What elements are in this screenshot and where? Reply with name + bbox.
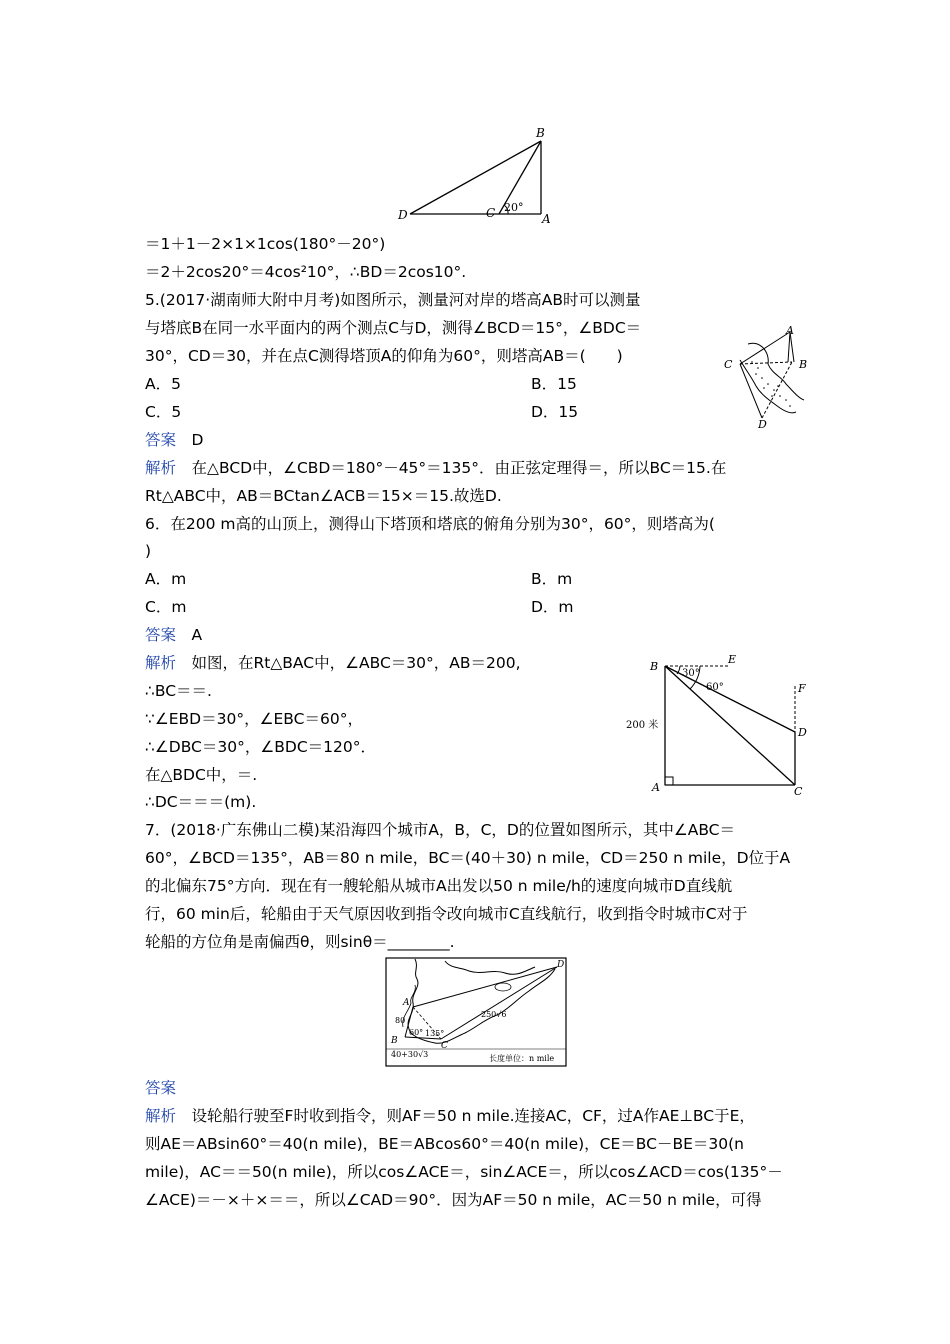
q6-answer [145, 624, 202, 646]
q5-answer [145, 429, 203, 451]
q7-fig-bc: 40+30√3 [391, 1050, 429, 1059]
q5-fig-D: D [758, 418, 767, 430]
q5-fig-B: B [799, 358, 808, 371]
solution-text: 设轮船行驶至F时收到指令，则AF＝50 n mile.连接AC，CF，过A作AE⊥BC于E， [191, 1107, 755, 1125]
q7-line-4: 行，60 min后，轮船由于天气原因收到指令改向城市C直线航行，收到指令时城市C对于 [145, 905, 748, 923]
q7-fig-cd: 250√6 [481, 1010, 507, 1019]
q5-solution-1 [145, 457, 726, 479]
q5-line-2: 与塔底B在同一水平面内的两个测点C与D，测得∠BCD＝15°，∠BDC＝ [145, 319, 642, 337]
label-B: B [536, 126, 545, 140]
solution-text: 如图，在Rt△BAC中，∠ABC＝30°，AB＝200, [191, 654, 521, 672]
triangle-figure-top [395, 124, 560, 228]
q6-solution-5: 在△BDC中，＝. [145, 766, 258, 784]
q6-fig-60: 60° [706, 682, 724, 693]
coastal-map-figure [385, 957, 567, 1067]
q6-fig-F: F [798, 682, 806, 695]
q7-fig-60: 60° [409, 1028, 424, 1037]
q6-option-d: D．m [531, 598, 574, 616]
solution-label: 解析 [145, 654, 177, 672]
q6-fig-C: C [794, 785, 803, 798]
q6-option-b: B．m [531, 570, 573, 588]
q7-line-1: 7．(2018·广东佛山二模)某沿海四个城市A，B，C，D的位置如图所示，其中∠ABC＝ [145, 821, 736, 839]
q7-fig-A: A [403, 998, 410, 1008]
q7-line-2: 60°，∠BCD＝135°，AB＝80 n mile，BC＝(40＋30) n mile，CD＝250 n mile，D位于A [145, 849, 791, 867]
q6-fig-30: 30° [682, 668, 700, 679]
q5-option-b: B．15 [531, 375, 577, 393]
q7-solution-1 [145, 1105, 755, 1127]
q6-fig-E: E [728, 653, 737, 666]
calc-line-2: ＝2＋2cos20°＝4cos²10°，∴BD＝2cos10°. [145, 263, 467, 281]
q6-solution-2: ∴BC＝＝. [145, 682, 212, 700]
q7-fig-D: D [557, 960, 565, 970]
q6-fig-D: D [798, 726, 807, 739]
q7-line-5: 轮船的方位角是南偏西θ，则sinθ＝________. [145, 933, 455, 951]
answer-label: 答案 [145, 1079, 177, 1097]
answer-label: 答案 [145, 431, 177, 449]
q7-line-3: 的北偏东75°方向．现在有一艘轮船从城市A出发以50 n mile/h的速度向城市D直线航 [145, 877, 733, 895]
answer-label: 答案 [145, 626, 177, 644]
q6-solution-6: ∴DC＝＝＝(m). [145, 793, 257, 811]
solution-label: 解析 [145, 1107, 177, 1125]
answer-value: A [191, 626, 203, 644]
q7-solution-2: 则AE＝ABsin60°＝40(n mile)，BE＝ABcos60°＝40(n mile)，CE＝BC－BE＝30(n [145, 1135, 744, 1153]
q5-option-d: D．15 [531, 403, 579, 421]
q7-fig-C: C [441, 1041, 448, 1051]
q6-solution-4: ∴∠DBC＝30°，∠BDC＝120°． [145, 738, 376, 756]
q6-line-2: ) [145, 542, 152, 560]
q5-option-c: C．5 [145, 403, 182, 421]
q5-solution-2: Rt△ABC中，AB＝BCtan∠ACB＝15×＝15.故选D. [145, 487, 502, 505]
q6-fig-height: 200 米 [626, 720, 659, 731]
q7-solution-3: mile)，AC＝＝50(n mile)，所以cos∠ACE＝，sin∠ACE＝，所以cos∠ACD＝cos(135°－ [145, 1163, 783, 1181]
q6-fig-A: A [652, 781, 660, 794]
calc-line-1: ＝1＋1－2×1×1cos(180°－20°) [145, 235, 386, 253]
tower-river-figure [720, 322, 815, 430]
q5-fig-A: A [786, 324, 794, 337]
q5-option-a: A．5 [145, 375, 181, 393]
label-D: D [398, 208, 408, 222]
mountain-tower-figure [620, 650, 820, 798]
q7-fig-ab: 80 [395, 1016, 406, 1025]
q5-fig-C: C [724, 358, 733, 371]
q7-fig-135: 135° [425, 1029, 445, 1038]
q5-line-3: 30°，CD＝30，并在点C测得塔顶A的仰角为60°，则塔高AB＝( ) [145, 347, 623, 365]
angle-label: 20° [504, 201, 524, 214]
solution-label: 解析 [145, 459, 177, 477]
q6-solution-3: ∵∠EBD＝30°，∠EBC＝60°， [145, 710, 363, 728]
q7-solution-4: ∠ACE)＝－×＋×＝＝，所以∠CAD＝90°．因为AF＝50 n mile，AC＝50 n mile，可得 [145, 1191, 762, 1209]
solution-text: 在△BCD中，∠CBD＝180°－45°＝135°．由正弦定理得＝，所以BC＝15.在 [191, 459, 727, 477]
q6-fig-B: B [650, 660, 659, 673]
q6-solution-1 [145, 652, 521, 674]
q7-fig-unit: 长度单位：n mile [489, 1054, 555, 1063]
q7-answer [145, 1077, 176, 1099]
label-A: A [542, 212, 551, 226]
answer-value: D [191, 431, 204, 449]
q7-fig-B: B [391, 1036, 398, 1046]
q6-option-a: A．m [145, 570, 187, 588]
q6-option-c: C．m [145, 598, 187, 616]
q6-line-1: 6．在200 m高的山顶上，测得山下塔顶和塔底的俯角分别为30°，60°，则塔高为( [145, 515, 715, 533]
q5-line-1: 5.(2017·湖南师大附中月考)如图所示，测量河对岸的塔高AB时可以测量 [145, 291, 641, 309]
label-C: C [486, 206, 496, 220]
